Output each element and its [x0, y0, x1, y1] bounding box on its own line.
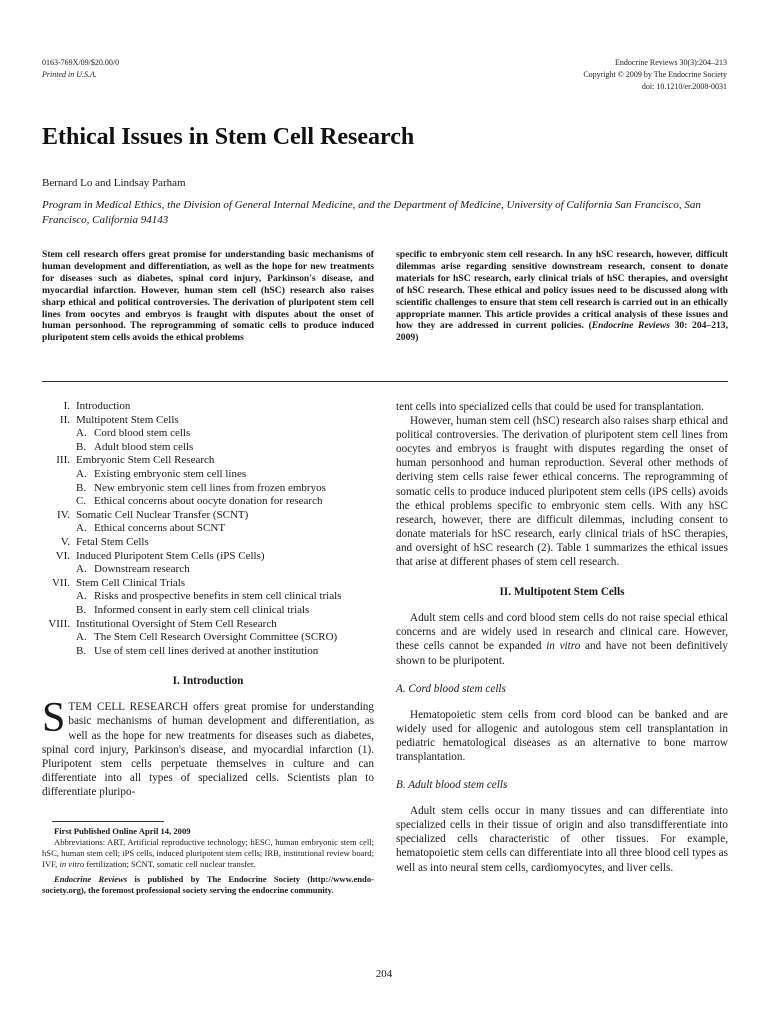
copyright-line: Copyright © 2009 by The Endocrine Society	[583, 70, 727, 79]
printed-line: Printed in U.S.A.	[42, 70, 97, 79]
toc-sub-label: Ethical concerns about SCNT	[94, 522, 226, 535]
toc-sub-number: B.	[76, 603, 87, 616]
abstract-divider	[42, 381, 728, 382]
toc-item	[42, 414, 374, 428]
introduction-text: TEM CELL RESEARCH offers great promise for understanding basic mechanisms of human development and differentiation, as well as the hope for new treatments for diseases such as diabetes, spinal cord injury, Parkinson's disease, and myocardial infarction (1). Pluripotent stem cells perpetuate themselves in culture and can differentiate into all types of specialized cells. Scientists plan to differentiate pluripo-	[42, 701, 374, 798]
toc-subitem	[42, 631, 374, 645]
toc-subitem	[42, 563, 374, 577]
toc-label: Multipotent Stem Cells	[76, 413, 179, 426]
toc-sub-label: The Stem Cell Research Oversight Committee (SCRO)	[94, 631, 338, 644]
toc-sub-label: Informed consent in early stem cell clinical trials	[94, 603, 310, 616]
toc-sub-label: Adult blood stem cells	[94, 440, 194, 453]
toc-item	[42, 550, 374, 564]
publisher-note	[42, 874, 374, 896]
abstract-right-text: specific to embryonic stem cell research. In any hSC research, however, difficult dilemmas arise regarding sensitive downstream research, consent to donate materials for hSC research, early clinical trials of hSC therapies, and oversight of hSC research. These ethical and policy issues need to be discussed along with scientific challenges to ensure that stem cell research is carried out in an ethically appropriate manner. This article provides a critical analysis of these issues and how they are addressed in current policies. (	[396, 249, 728, 332]
toc-sub-label: Downstream research	[94, 563, 190, 576]
abbreviations-text: Abbreviations: ART, Artificial reproductive technology; hESC, human embryonic stem cell; hSC, human stem cell; iPS cells, induced pluripotent stem cells; IRB, institutional review board; IVF,	[42, 837, 374, 870]
paragraph-italic: in vitro	[546, 640, 581, 653]
issn-line: 0163-769X/09/$20.00/0	[42, 58, 120, 67]
abstract-citation-rest: 30: 204–213, 2009)	[396, 320, 728, 344]
toc-sub-label: Risks and prospective benefits in stem cell clinical trials	[94, 590, 342, 603]
drop-cap: S	[42, 695, 66, 742]
toc-number: VII.	[51, 576, 70, 589]
body-left-column	[42, 400, 374, 896]
paragraph-text: Adult stem cells and cord blood stem cells do not raise special ethical concerns and are widely used in research and clinical care. However, these cells cannot be expanded	[396, 612, 728, 653]
toc-sub-number: B.	[76, 481, 87, 494]
toc-item	[42, 509, 374, 523]
toc-subitem	[42, 495, 374, 509]
toc-sub-label: Use of stem cell lines derived at another institution	[94, 644, 319, 657]
subsection-heading-cord-blood: A. Cord blood stem cells	[396, 682, 506, 695]
toc-sub-number: C.	[76, 495, 87, 508]
toc-item	[42, 618, 374, 632]
toc-number: II.	[59, 413, 70, 426]
toc-sub-number: A.	[76, 427, 87, 440]
toc-number: VIII.	[48, 617, 70, 630]
toc-sub-number: A.	[76, 467, 87, 480]
toc-item	[42, 400, 374, 414]
toc-sub-number: A.	[76, 522, 87, 535]
footnotes	[42, 826, 374, 896]
footnote-divider	[52, 821, 164, 822]
toc-subitem	[42, 441, 374, 455]
page-number: 204	[375, 968, 393, 980]
toc-item	[42, 536, 374, 550]
toc-subitem	[42, 482, 374, 496]
toc-item	[42, 454, 374, 468]
toc-label: Induced Pluripotent Stem Cells (iPS Cells)	[76, 549, 265, 562]
toc-sub-number: B.	[76, 440, 87, 453]
body-paragraph: Adult stem cells occur in many tissues and can differentiate into specialized cells in their tissue of origin and also transdifferentiate into specialized cells characteristic of other tissues. For example, hematopoietic stem cells can differentiate into all three blood cell types as well as into neural stem cells, cardiomyocytes, and liver cells.	[396, 805, 728, 874]
toc-sub-number: B.	[76, 644, 87, 657]
abbreviations-note	[42, 837, 374, 870]
article-authors: Bernard Lo and Lindsay Parham	[42, 177, 186, 189]
header-left	[42, 57, 119, 81]
paragraph-text-end: and have not been definitively shown to be pluripotent.	[396, 640, 729, 667]
journal-citation: Endocrine Reviews 30(3):204–213	[615, 58, 727, 67]
toc-sub-number: A.	[76, 590, 87, 603]
toc-number: V.	[60, 535, 70, 548]
toc-label: Institutional Oversight of Stem Cell Research	[76, 617, 277, 630]
abbreviations-text-end: fertilization; SCNT, somatic cell nuclear transfer.	[84, 859, 256, 870]
section-heading-multipotent: II. Multipotent Stem Cells	[499, 586, 625, 599]
section-heading-introduction: I. Introduction	[172, 675, 244, 688]
toc-sub-number: A.	[76, 631, 87, 644]
toc-sub-number: A.	[76, 563, 87, 576]
toc-number: IV.	[57, 508, 70, 521]
toc-sub-label: Ethical concerns about oocyte donation for research	[94, 495, 323, 508]
toc-number: III.	[56, 454, 70, 467]
toc-sub-label: Cord blood stem cells	[94, 427, 191, 440]
body-paragraph: Hematopoietic stem cells from cord blood can be banked and are widely used for allogenic and autologous stem cell transplantation in pediatric hematological diseases as an alternative to bone marrow transplantation.	[396, 708, 728, 763]
toc-label: Somatic Cell Nuclear Transfer (SCNT)	[76, 508, 249, 521]
toc-label: Fetal Stem Cells	[76, 535, 149, 548]
toc-number: I.	[63, 400, 70, 412]
toc-subitem	[42, 604, 374, 618]
abstract-right-column	[396, 249, 728, 344]
toc-number: VI.	[55, 549, 70, 562]
subsection-heading-adult-blood: B. Adult blood stem cells	[396, 779, 508, 792]
abstract-citation-journal: Endocrine Reviews	[591, 320, 670, 332]
article-title: Ethical Issues in Stem Cell Research	[42, 124, 415, 150]
toc-label: Embryonic Stem Cell Research	[76, 454, 215, 467]
toc-subitem	[42, 645, 374, 659]
toc-subitem	[42, 522, 374, 536]
body-paragraph	[396, 611, 728, 667]
toc-label: Stem Cell Clinical Trials	[76, 576, 186, 589]
body-paragraph: tent cells into specialized cells that could be used for transplantation.	[396, 401, 704, 413]
doi-line: doi: 10.1210/er.2008-0031	[641, 82, 727, 91]
toc-label: Introduction	[76, 400, 131, 412]
publisher-journal: Endocrine Reviews	[54, 874, 128, 885]
toc-subitem	[42, 468, 374, 482]
toc-sub-label: New embryonic stem cell lines from frozen embryos	[94, 481, 326, 494]
toc-item	[42, 577, 374, 591]
abbreviations-italic: in vitro	[59, 859, 85, 870]
author-affiliation: Program in Medical Ethics, the Division of General Internal Medicine, and the Department of Medicine, University of California San Francisco, San Francisco, California 94143	[42, 199, 701, 226]
toc-sub-label: Existing embryonic stem cell lines	[94, 467, 247, 480]
introduction-paragraph	[42, 695, 374, 799]
publisher-text: is published by The Endocrine Society (http://www.endo-society.org), the foremost professional society serving the endocrine community.	[42, 874, 374, 896]
table-of-contents	[42, 400, 374, 658]
toc-subitem	[42, 427, 374, 441]
abstract-left-column: Stem cell research offers great promise for understanding basic mechanisms of human development and differentiation, as well as the hope for new treatments for diseases such as diabetes, spinal cord injury, Parkinson's disease, and myocardial infarction. However, human stem cell (hSC) research also raises sharp ethical and political controversies. The derivation of pluripotent stem cell lines from oocytes and embryos is fraught with disputes about the onset of human personhood. The reprogramming of somatic cells to produce induced pluripotent stem cells avoids the ethical problems	[42, 249, 374, 344]
body-paragraph: However, human stem cell (hSC) research also raises sharp ethical and political controversies. The derivation of pluripotent stem cell lines from oocytes and embryos is fraught with disputes regarding the onset of human personhood and human reproduction. Several other methods of deriving stem cells raise fewer ethical concerns. The reprogramming of somatic cells to produce induced pluripotent stem cells (iPS cells) avoids the ethical problems specific to embryonic stem cells. With any hSC research, however, there are difficult dilemmas, including consent to donate materials for hSC research, early clinical trials of hSC therapies, and oversight of hSC research (2). Table 1 summarizes the ethical issues that arise at different phases of stem cell research.	[396, 415, 728, 569]
header-right	[583, 57, 727, 93]
toc-subitem	[42, 590, 374, 604]
first-published-note: First Published Online April 14, 2009	[54, 826, 191, 837]
body-right-column	[396, 400, 728, 875]
